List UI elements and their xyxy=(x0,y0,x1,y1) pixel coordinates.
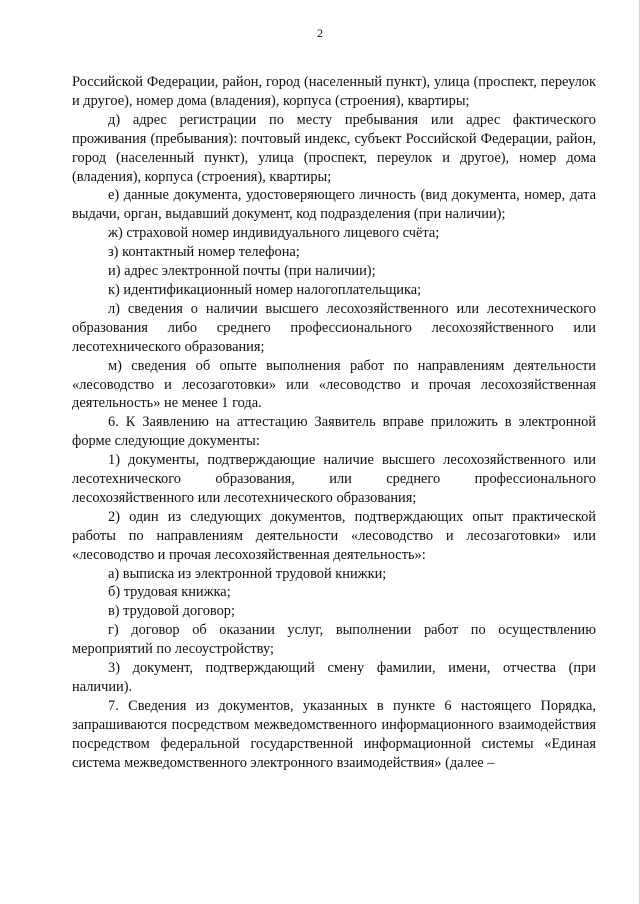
paragraph-section-6-item-3: 3) документ, подтверждающий смену фамилии, имени, отчества (при наличии). xyxy=(72,660,596,695)
paragraph-section-6-item-1: 1) документы, подтверждающие наличие высшего лесохозяйственного или лесотехнического образования, или среднего профессионального лесохозяйственного или лесотехнического образования; xyxy=(72,452,596,506)
paragraph-section-6: 6. К Заявлению на аттестацию Заявитель вправе приложить в электронной форме следующие документы: xyxy=(72,414,596,450)
page-number: 2 xyxy=(317,26,323,40)
paragraph-subitem-a: а) выписка из электронной трудовой книжки; xyxy=(108,565,387,582)
paragraph-section-7: 7. Сведения из документов, указанных в пункте 6 настоящего Порядка, запрашиваются посредством межведомственного информационного взаимодействия посредством федеральной государственной информационной системы «Единая система межведомственного электронного взаимодействия» (далее – xyxy=(72,697,596,771)
paragraph-subitem-b: б) трудовая книжка; xyxy=(108,584,231,601)
paragraph-item-k: к) идентификационный номер налогоплательщика; xyxy=(108,281,422,298)
paragraph-item-l: л) сведения о наличии высшего лесохозяйственного или лесотехнического образования либо среднего профессионального лесохозяйственного или лесотехнического образования; xyxy=(72,300,596,355)
paragraph-subitem-v: в) трудовой договор; xyxy=(108,603,235,620)
paragraph-item-d: д) адрес регистрации по месту пребывания или адрес фактического проживания (пребывания): почтовый индекс, субъект Российской Федерации, район, город (населенный пункт), улица (проспект, переулок и другое), номер дома (владения), корпуса (строения), квартиры; xyxy=(72,111,596,185)
paragraph-address-continuation: Российской Федерации, район, город (населенный пункт), улица (проспект, переулок и другое), номер дома (владения), корпуса (строения), квартиры; xyxy=(72,74,596,109)
paragraph-item-m: м) сведения об опыте выполнения работ по направлениям деятельности «лесоводство и лесозаготовки» или «лесоводство и прочая лесохозяйственная деятельность» не менее 1 года. xyxy=(72,357,596,412)
paragraph-item-z: з) контактный номер телефона; xyxy=(108,244,300,261)
paragraph-item-e: е) данные документа, удостоверяющего личность (вид документа, номер, дата выдачи, орган, выдавший документ, код подразделения (при наличии); xyxy=(72,187,596,223)
paragraph-subitem-g: г) договор об оказании услуг, выполнении работ по осуществлению мероприятий по лесоустройству; xyxy=(72,622,596,658)
paragraph-section-6-item-2: 2) один из следующих документов, подтверждающих опыт практической работы по направлениям деятельности «лесоводство и лесозаготовки» или «лесоводство и прочая лесохозяйственная деятельность»: xyxy=(72,508,596,563)
body-text xyxy=(72,73,596,773)
paragraph-item-zh: ж) страховой номер индивидуального лицевого счёта; xyxy=(108,225,440,242)
paragraph-item-i: и) адрес электронной почты (при наличии); xyxy=(108,263,376,280)
